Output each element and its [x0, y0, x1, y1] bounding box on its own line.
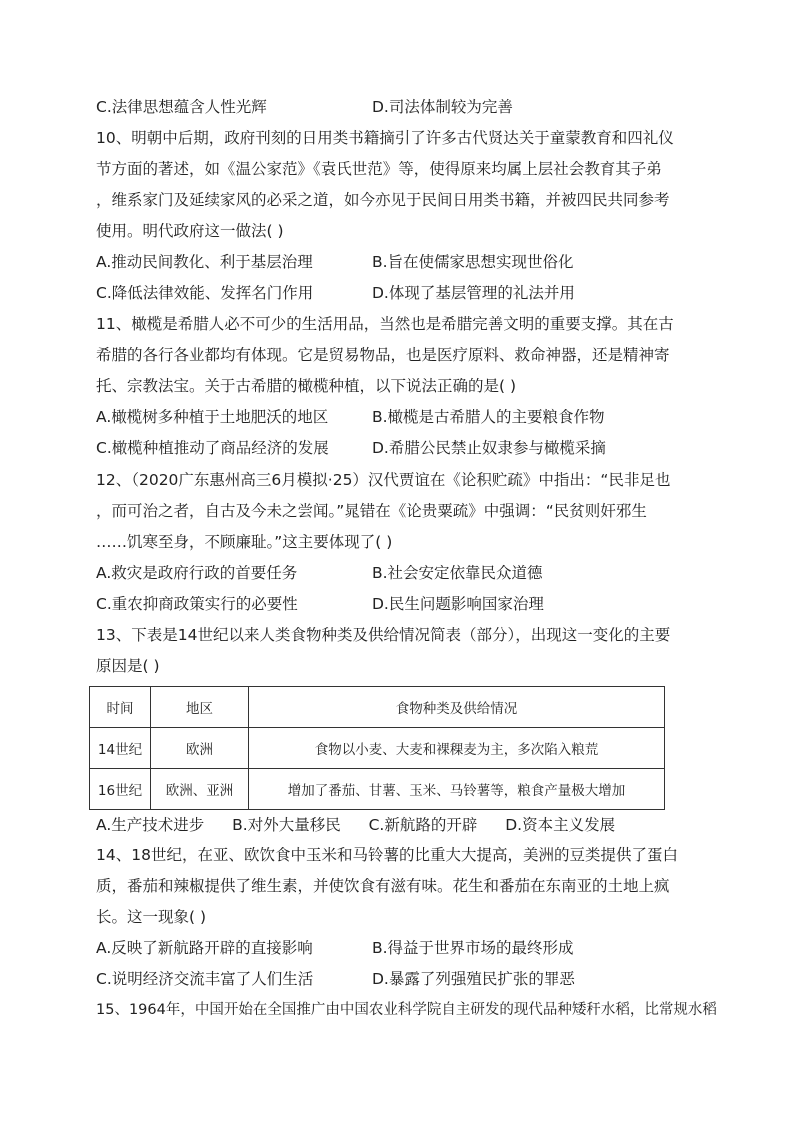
- q10-option-b: B.旨在使儒家思想实现世俗化: [372, 253, 574, 271]
- q12-option-d: D.民生问题影响国家治理: [372, 595, 544, 613]
- table-cell: 欧洲: [151, 728, 249, 769]
- q9-option-c: C.法律思想蕴含人性光辉: [96, 98, 267, 116]
- header-cell-food: 食物种类及供给情况: [249, 687, 665, 728]
- q12-stem-line-2: ，而可治之者，自古及今未之尝闻。”晁错在《论贵粟疏》中强调：“民贫则奸邪生: [96, 502, 647, 520]
- q12-stem-line-1: 12、（2020广东惠州高三6月模拟·25）汉代贾谊在《论积贮疏》中指出：“民非足也: [96, 471, 671, 489]
- q10-stem-line-3: ，维系家门及延续家风的必采之道，如今亦见于民间日用类书籍，并被四民共同参考: [96, 191, 670, 209]
- q13-options-row: [96, 814, 615, 836]
- q14-stem-line-2: 质，番茄和辣椒提供了维生素，并使饮食有滋有味。花生和番茄在东南亚的土地上疯: [96, 877, 670, 895]
- q11-stem-line-2: 希腊的各行各业都均有体现。它是贸易物品，也是医疗原料、救命神器，还是精神寄: [96, 346, 670, 364]
- table-cell: 增加了番茄、甘薯、玉米、马铃薯等，粮食产量极大增加: [249, 769, 665, 810]
- q11-stem-line-1: 11、橄榄是希腊人必不可少的生活用品，当然也是希腊完善文明的重要支撑。其在古: [96, 315, 674, 333]
- table-header-row: [90, 687, 665, 728]
- q14-stem-line-1: 14、18世纪，在亚、欧饮食中玉米和马铃薯的比重大大提高，美洲的豆类提供了蛋白: [96, 846, 678, 864]
- q14-option-c: C.说明经济交流丰富了人们生活: [96, 970, 314, 988]
- q13-option-c: C.新航路的开辟: [368, 816, 478, 834]
- q11-option-c: C.橄榄种植推动了商品经济的发展: [96, 439, 329, 457]
- q10-option-a: A.推动民间教化、利于基层治理: [96, 253, 313, 271]
- q15-stem-line-1: 15、1964年，中国开始在全国推广由中国农业科学院自主研发的现代品种矮秆水稻，比常规水稻: [96, 1002, 717, 1018]
- q14-option-b: B.得益于世界市场的最终形成: [372, 939, 574, 957]
- q12-stem-line-3: ……饥寒至身，不顾廉耻。”这主要体现了( ): [96, 533, 393, 551]
- header-cell-time: 时间: [90, 687, 151, 728]
- q13-option-d: D.资本主义发展: [505, 816, 616, 834]
- q13-stem-line-1: 13、下表是14世纪以来人类食物种类及供给情况简表（部分），出现这一变化的主要: [96, 626, 671, 644]
- q12-option-c: C.重农抑商政策实行的必要性: [96, 595, 298, 613]
- table-row: [90, 728, 665, 769]
- q10-stem-line-4: 使用。明代政府这一做法( ): [96, 222, 284, 240]
- q11-option-a: A.橄榄树多种植于土地肥沃的地区: [96, 408, 329, 426]
- q13-option-b: B.对外大量移民: [232, 816, 341, 834]
- table-cell: 14世纪: [90, 728, 151, 769]
- q14-option-d: D.暴露了列强殖民扩张的罪恶: [372, 970, 575, 988]
- q10-option-c: C.降低法律效能、发挥名门作用: [96, 284, 314, 302]
- table-row: [90, 769, 665, 810]
- q13-option-a: A.生产技术进步: [96, 816, 205, 834]
- q10-stem-line-2: 节方面的著述，如《温公家范》《袁氏世范》等，使得原来均属上层社会教育其子弟: [96, 160, 662, 178]
- q13-stem-line-2: 原因是( ): [96, 657, 160, 675]
- q9-option-d: D.司法体制较为完善: [372, 98, 513, 116]
- q11-stem-line-3: 托、宗教法宝。关于古希腊的橄榄种植，以下说法正确的是( ): [96, 377, 517, 395]
- q11-option-b: B.橄榄是古希腊人的主要粮食作物: [372, 408, 605, 426]
- q11-option-d: D.希腊公民禁止奴隶参与橄榄采摘: [372, 439, 606, 457]
- table-cell: 食物以小麦、大麦和裸稞麦为主，多次陷入粮荒: [249, 728, 665, 769]
- header-cell-region: 地区: [151, 687, 249, 728]
- food-supply-table: [89, 686, 665, 810]
- table-cell: 16世纪: [90, 769, 151, 810]
- table-cell: 欧洲、亚洲: [151, 769, 249, 810]
- q14-stem-line-3: 长。这一现象( ): [96, 908, 207, 926]
- q10-option-d: D.体现了基层管理的礼法并用: [372, 284, 575, 302]
- q12-option-a: A.救灾是政府行政的首要任务: [96, 564, 298, 582]
- q14-option-a: A.反映了新航路开辟的直接影响: [96, 939, 313, 957]
- q12-option-b: B.社会安定依靠民众道德: [372, 564, 543, 582]
- q10-stem-line-1: 10、明朝中后期，政府刊刻的日用类书籍摘引了许多古代贤达关于童蒙教育和四礼仪: [96, 129, 674, 147]
